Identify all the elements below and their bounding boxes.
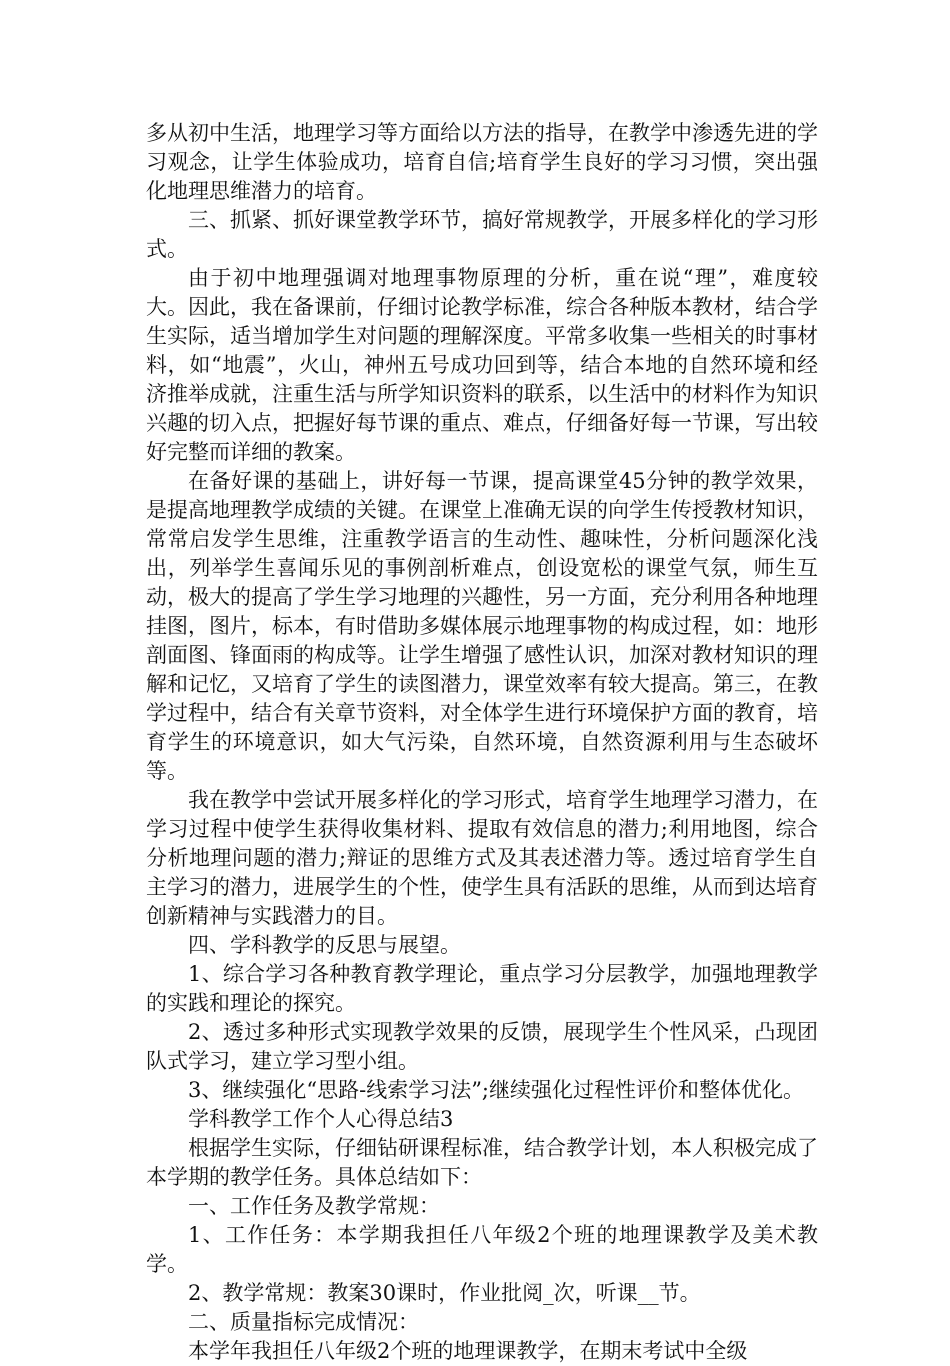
list-item: 3、继续强化“思路-线索学习法”;继续强化过程性评价和整体优化。 bbox=[188, 1078, 805, 1102]
list-item: 2、教学常规：教案30课时，作业批阅_次，听课__节。 bbox=[188, 1281, 701, 1305]
paragraph: 由于初中地理强调对地理事物原理的分析，重在说“理”，难度较大。因此，我在备课前，仔细讨论教学标准，综合各种版本教材，结合学生实际，适当增加学生对问题的理解深度。平常多收集一些相关的时事材料，如“地震”，火山，神州五号成功回到等，结合本地的自然环境和经济推举成就，注重生活与所学知识资料的联系，以生活中的材料作为知识兴趣的切入点，把握好每节课的重点、难点，仔细备好每一节课，写出较好完整而详细的教案。 bbox=[146, 266, 818, 464]
document-body bbox=[146, 119, 818, 1366]
paragraph: 根据学生实际，仔细钻研课程标准，结合教学计划，本人积极完成了本学期的教学任务。具体总结如下： bbox=[146, 1136, 818, 1189]
list-item: 1、工作任务：本学期我担任八年级2个班的地理课教学及美术教学。 bbox=[146, 1223, 818, 1276]
paragraph: 在备好课的基础上，讲好每一节课，提高课堂45分钟的教学效果，是提高地理教学成绩的关键。在课堂上准确无误的向学生传授教材知识，常常启发学生思维，注重教学语言的生动性、趣味性，分析问题深化浅出，列举学生喜闻乐见的事例剖析难点，创设宽松的课堂气氛，师生互动，极大的提高了学生学习地理的兴趣性，另一方面，充分利用各种地理挂图，图片，标本，有时借助多媒体展示地理事物的构成过程，如：地形剖面图、锋面雨的构成等。让学生增强了感性认识，加深对教材知识的理解和记忆，又培育了学生的读图潜力，课堂效率有较大提高。第三，在教学过程中，结合有关章节资料，对全体学生进行环境保护方面的教育，培育学生的环境意识，如大气污染，自然环境，自然资源利用与生态破坏等。 bbox=[146, 469, 818, 783]
paragraph: 我在教学中尝试开展多样化的学习形式，培育学生地理学习潜力，在学习过程中使学生获得收集材料、提取有效信息的潜力;利用地图，综合分析地理问题的潜力;辩证的思维方式及其表述潜力等。透过培育学生自主学习的潜力，进展学生的个性，使学生具有活跃的思维，从而到达培育创新精神与实践潜力的目。 bbox=[146, 788, 818, 928]
section-heading: 一、工作任务及教学常规： bbox=[188, 1194, 440, 1218]
paragraph: 本学年我担任八年级2个班的地理课教学，在期末考试中全级 bbox=[188, 1339, 748, 1363]
section-heading: 四、学科教学的反思与展望。 bbox=[188, 933, 461, 957]
section-heading: 二、质量指标完成情况： bbox=[188, 1310, 419, 1334]
list-item: 1、综合学习各种教育教学理论，重点学习分层教学，加强地理教学的实践和理论的探究。 bbox=[146, 962, 818, 1015]
list-item: 2、透过多种形式实现教学效果的反馈，展现学生个性风采，凸现团队式学习，建立学习型小组。 bbox=[146, 1020, 818, 1073]
section-heading: 三、抓紧、抓好课堂教学环节，搞好常规教学，开展多样化的学习形式。 bbox=[146, 208, 818, 261]
document-subtitle: 学科教学工作个人心得总结3 bbox=[188, 1107, 454, 1131]
paragraph: 多从初中生活，地理学习等方面给以方法的指导，在教学中渗透先进的学习观念，让学生体验成功，培育自信;培育学生良好的学习习惯，突出强化地理思维潜力的培育。 bbox=[146, 121, 818, 203]
